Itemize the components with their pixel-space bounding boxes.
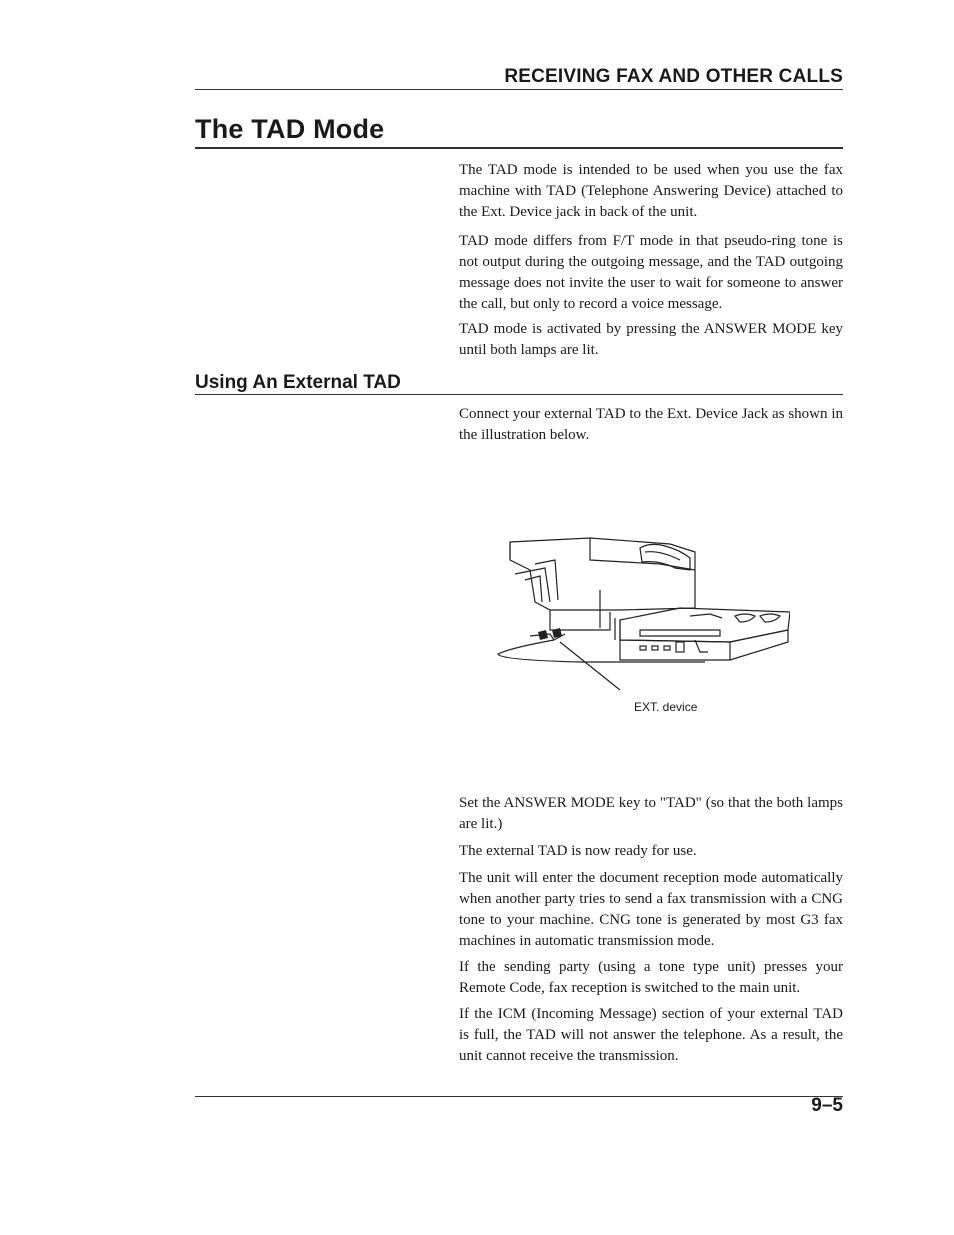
paragraph-tad-activation: TAD mode is activated by pressing the ANSWER MODE key until both lamps are lit. [459,321,843,358]
paragraph-auto-reception: The unit will enter the document reception mode automatically when another party tries to send a fax transmission with a CNG tone to your machine. CNG tone is generated by most G3 fax machines in automatic transmission mode. [459,870,843,949]
fax-tad-illustration [490,530,790,700]
page-number: 9–5 [811,1095,843,1116]
paragraph-set-answer-mode: Set the ANSWER MODE key to "TAD" (so that the both lamps are lit.) [459,795,843,832]
figure-caption: EXT. device [634,700,698,714]
paragraph-remote-code: If the sending party (using a tone type unit) presses your Remote Code, fax reception is switched to the main unit. [459,959,843,996]
running-header: RECEIVING FAX AND OTHER CALLS [504,66,843,87]
paragraph-icm-full: If the ICM (Incoming Message) section of your external TAD is full, the TAD will not answer the telephone. As a result, the unit cannot receive the transmission. [459,1006,843,1064]
paragraph-tad-difference: TAD mode differs from F/T mode in that pseudo-ring tone is not output during the outgoing message, and the TAD outgoing message does not invite the user to wait for someone to answer the call, but only to record a voice message. [459,233,843,312]
footer-rule [195,1096,843,1097]
paragraph-connect: Connect your external TAD to the Ext. Device Jack as shown in the illustration below. [459,406,843,443]
title-rule [195,147,843,149]
subsection-rule [195,394,843,395]
paragraph-ready: The external TAD is now ready for use. [459,843,697,859]
paragraph-tad-intro: The TAD mode is intended to be used when you use the fax machine with TAD (Telephone Answering Device) attached to the Ext. Device jack in back of the unit. [459,162,843,220]
header-rule [195,89,843,90]
section-title: The TAD Mode [195,114,385,144]
subsection-title: Using An External TAD [195,372,401,393]
